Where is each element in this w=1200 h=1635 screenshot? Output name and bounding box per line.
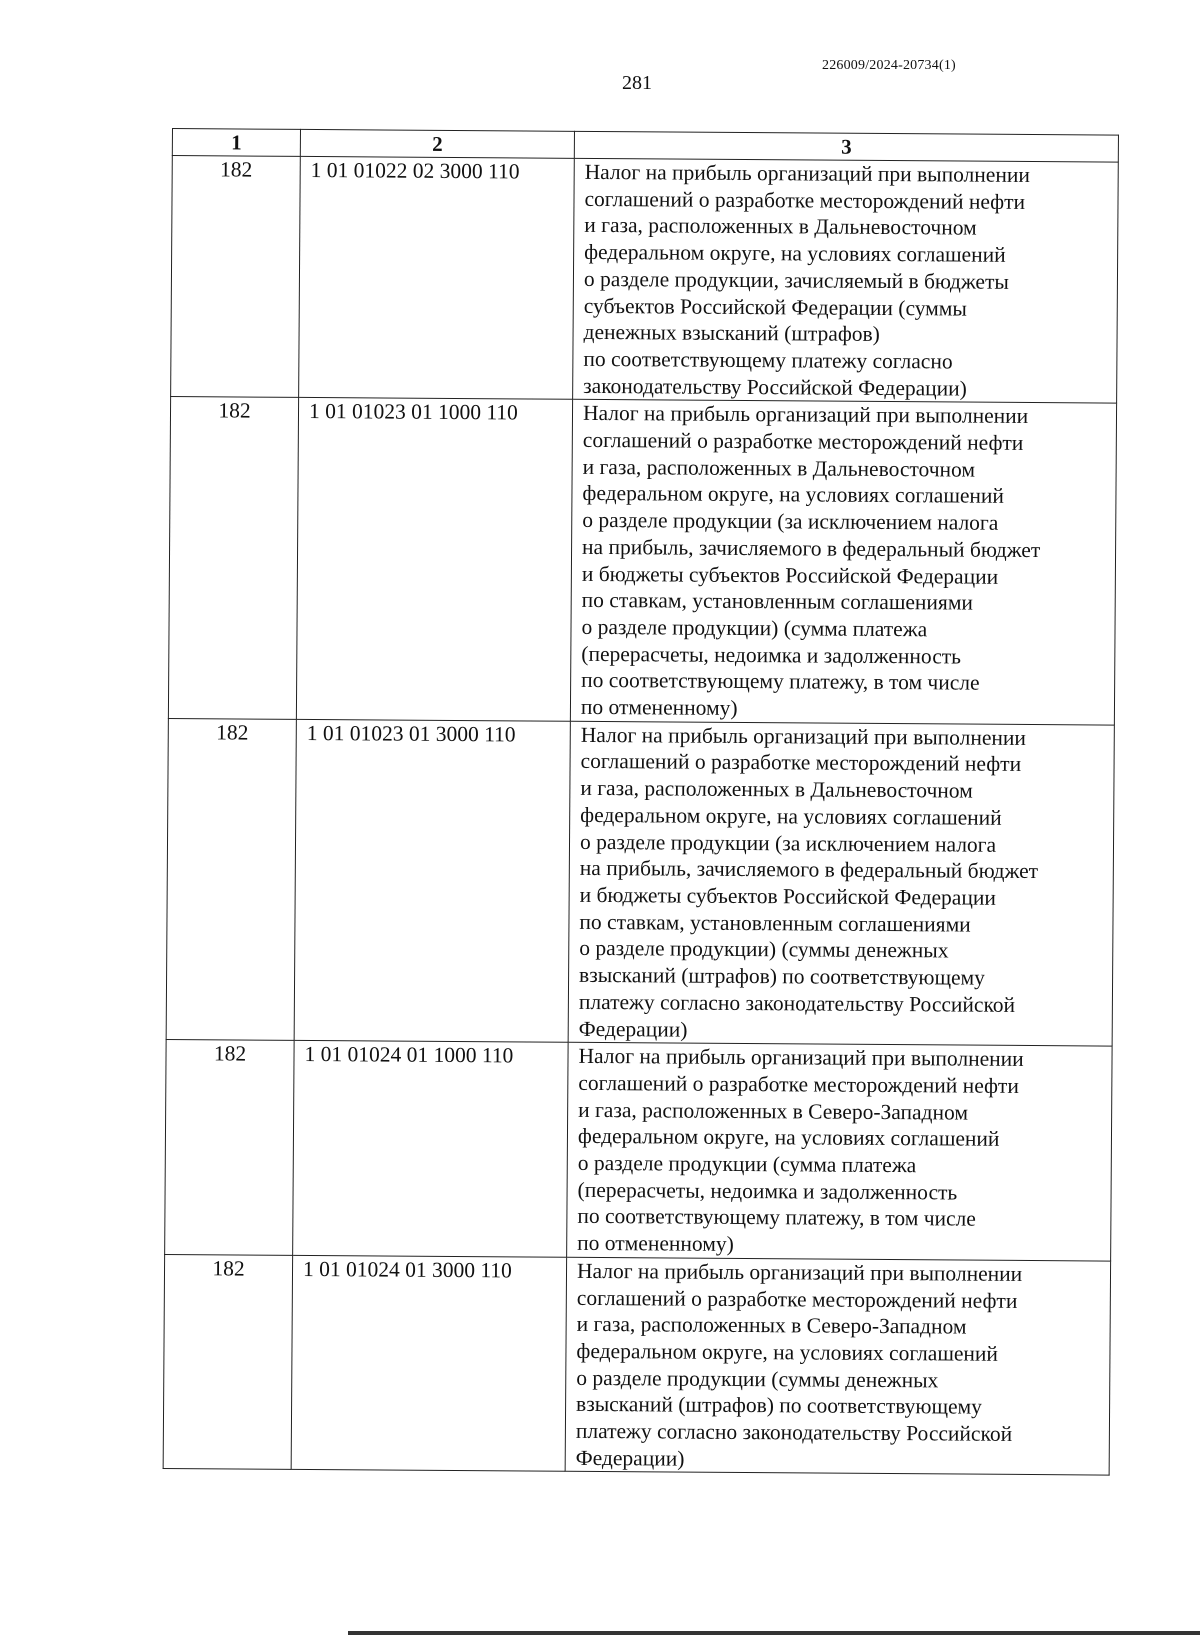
description-line: по ставкам, установленным соглашениями <box>579 909 971 937</box>
description-line: соглашений о разработке месторождений нефти <box>576 1285 1018 1313</box>
description-line: (перерасчеты, недоимка и задолженность <box>581 641 962 669</box>
description-line: и газа, расположенных в Дальневосточном <box>582 454 976 482</box>
description-line: о разделе продукции) (сумма платежа <box>581 614 928 642</box>
description-line: взысканий (штрафов) по соответствующему <box>576 1392 983 1420</box>
description-line: платежу согласно законодательству Российской <box>575 1418 1013 1446</box>
description-line: о разделе продукции (суммы денежных <box>576 1365 939 1393</box>
budget-classification-code-cell: 1 01 01023 01 3000 110 <box>294 719 570 1042</box>
document-id: 226009/2024-20734(1) <box>822 58 956 73</box>
column-header-1: 1 <box>172 129 300 157</box>
budget-classification-code-cell: 1 01 01024 01 3000 110 <box>291 1255 566 1472</box>
administrator-code-cell: 182 <box>171 156 301 398</box>
table-body <box>163 156 1118 1476</box>
description-line: на прибыль, зачисляемого в федеральный бюджет <box>582 534 1041 562</box>
description-line: и газа, расположенных в Северо-Западном <box>578 1097 969 1125</box>
description-line: по соответствующему платежу, в том числе <box>581 668 980 696</box>
description-line: соглашений о разработке месторождений нефти <box>582 427 1024 455</box>
administrator-code-cell: 182 <box>166 718 296 1040</box>
description-line: федеральном округе, на условиях соглашений <box>576 1338 999 1366</box>
description-line: о разделе продукции (за исключением налога <box>582 508 999 535</box>
description-line: по соответствующему платежу согласно <box>583 346 953 374</box>
description-line: федеральном округе, на условиях соглашений <box>580 802 1002 830</box>
budget-code-table <box>163 128 1119 1476</box>
description-line: и газа, расположенных в Дальневосточном <box>580 776 973 803</box>
scan-bottom-edge <box>348 1631 1200 1635</box>
description-line: и бюджеты субъектов Российской Федерации <box>579 882 997 910</box>
description-line: Налог на прибыль организаций при выполнении <box>580 722 1027 750</box>
description-line: федеральном округе, на условиях соглашений <box>577 1124 1000 1152</box>
description-line: (перерасчеты, недоимка и задолженность <box>577 1177 958 1205</box>
description-line: по соответствующему платежу, в том числе <box>577 1204 976 1232</box>
description-cell <box>567 1042 1112 1260</box>
description-line: федеральном округе, на условиях соглашений <box>582 481 1005 509</box>
table-row <box>166 718 1114 1046</box>
administrator-code-cell: 182 <box>168 397 298 719</box>
description-line: платежу согласно законодательству Российской <box>578 989 1016 1017</box>
description-line: по отмененному) <box>580 694 738 721</box>
description-cell <box>573 158 1119 403</box>
budget-classification-code-cell: 1 01 01024 01 1000 110 <box>293 1041 568 1258</box>
table-row <box>165 1040 1112 1261</box>
description-line: субъектов Российской Федерации (суммы <box>583 293 967 321</box>
administrator-code-cell: 182 <box>165 1040 294 1256</box>
description-cell <box>568 721 1114 1046</box>
description-line: федеральном округе, на условиях соглашений <box>584 239 1006 267</box>
page-number: 281 <box>622 72 652 94</box>
description-line: о разделе продукции) (суммы денежных <box>579 936 949 963</box>
description-line: взысканий (штрафов) по соответствующему <box>579 962 986 990</box>
description-line: законодательству Российской Федерации) <box>583 373 967 401</box>
description-line: соглашений о разработке месторождений нефти <box>578 1070 1019 1098</box>
description-line: соглашений о разработке месторождений нефти <box>580 749 1022 777</box>
budget-classification-code-cell: 1 01 01023 01 1000 110 <box>296 398 572 721</box>
description-line: о разделе продукции (сумма платежа <box>577 1150 917 1178</box>
description-line: и бюджеты субъектов Российской Федерации <box>581 561 999 589</box>
description-line: Налог на прибыль организаций при выполнении <box>576 1258 1023 1286</box>
table-row <box>171 156 1119 404</box>
description-line: соглашений о разработке месторождений нефти <box>584 186 1026 214</box>
budget-classification-code-cell: 1 01 01022 02 3000 110 <box>299 156 575 399</box>
description-cell <box>565 1257 1110 1475</box>
table-row <box>163 1254 1110 1475</box>
column-header-2: 2 <box>300 129 574 158</box>
description-line: денежных взысканий (штрафов) <box>583 320 880 347</box>
table-row <box>168 397 1116 725</box>
description-line: по ставкам, установленным соглашениями <box>581 588 974 615</box>
column-header-3: 3 <box>574 131 1118 162</box>
administrator-code-cell: 182 <box>163 1254 292 1470</box>
description-line: по отмененному) <box>577 1230 734 1257</box>
description-line: о разделе продукции (за исключением налога <box>579 829 997 857</box>
description-line: и газа, расположенных в Дальневосточном <box>584 213 977 241</box>
description-line: о разделе продукции, зачисляемый в бюджеты <box>583 266 1009 294</box>
description-line: Налог на прибыль организаций при выполнении <box>578 1044 1024 1072</box>
description-cell <box>570 400 1116 725</box>
description-line: и газа, расположенных в Северо-Западном <box>576 1312 967 1339</box>
description-line: Налог на прибыль организаций при выполнении <box>582 401 1029 429</box>
description-line: Налог на прибыль организаций при выполнении <box>584 159 1030 187</box>
description-line: на прибыль, зачисляемого в федеральный бюджет <box>579 856 1039 884</box>
description-line: Федерации) <box>575 1445 685 1471</box>
description-line: Федерации) <box>578 1016 688 1042</box>
